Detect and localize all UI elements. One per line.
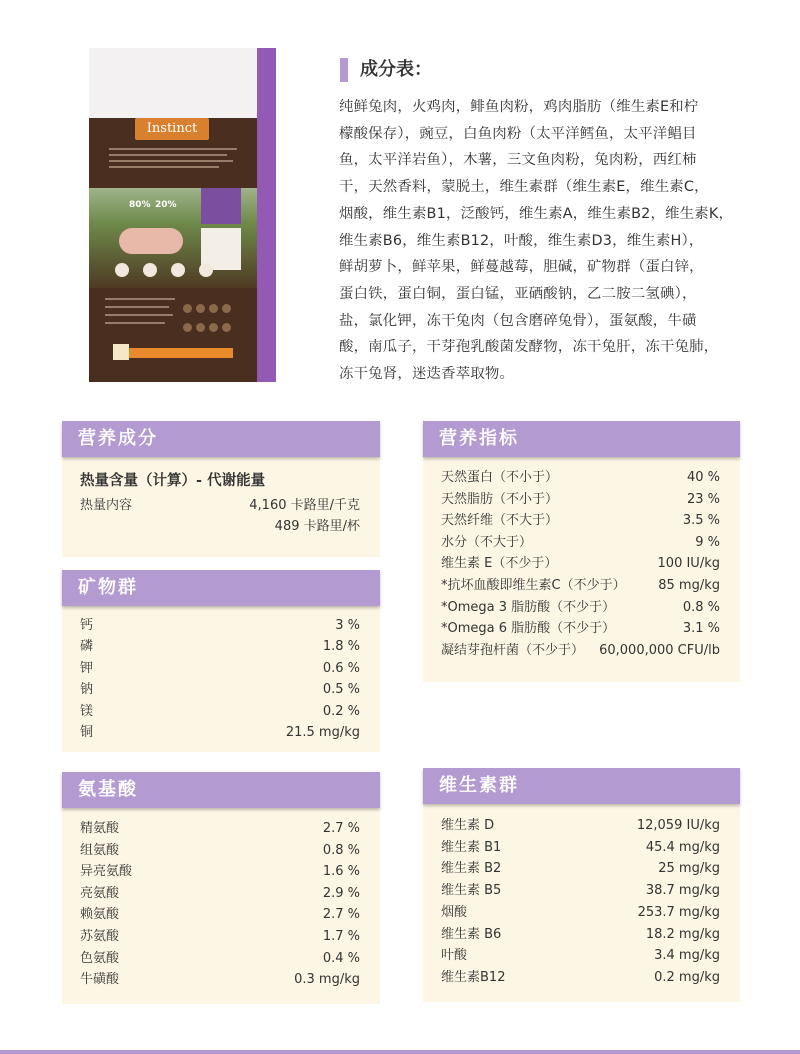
table-row — [423, 467, 740, 489]
row-value: 1.8 % — [322, 639, 360, 655]
ingredients-line: 鲜胡萝卜，鲜苹果，鲜蔓越莓，胆碱，矿物群（蛋白锌， — [339, 259, 704, 276]
table-row — [423, 553, 740, 575]
row-label: 赖氨酸 — [80, 907, 120, 923]
bottom-divider — [0, 1050, 800, 1054]
row-label: 牛磺酸 — [80, 972, 120, 988]
table-row — [423, 618, 740, 640]
row-label: 维生素 D — [441, 818, 495, 833]
row-value: 38.7 mg/kg — [645, 883, 720, 899]
table-row — [423, 575, 740, 597]
table-row — [62, 883, 380, 905]
row-value: 0.2 % — [322, 703, 360, 719]
row-value: 0.8 % — [682, 599, 720, 615]
product-package-image — [89, 48, 276, 382]
package-percent-a: 80% — [129, 200, 151, 210]
row-label: 维生素 B6 — [441, 926, 502, 942]
row-label: 钾 — [80, 660, 94, 676]
table-row — [62, 840, 380, 862]
table-row — [62, 722, 380, 744]
table-row — [62, 926, 380, 948]
row-value: 21.5 mg/kg — [285, 725, 360, 740]
package-side-stripe — [257, 48, 276, 382]
row-value: 2.7 % — [322, 907, 360, 923]
row-label: 天然蛋白（不小于） — [441, 470, 559, 485]
table-row — [62, 818, 380, 840]
row-value: 0.2 mg/kg — [654, 969, 720, 985]
row-label: 异亮氨酸 — [80, 864, 133, 880]
package-kibble-photo — [181, 300, 241, 328]
row-value: 0.5 % — [322, 682, 360, 698]
amino-header: 氨基酸 — [62, 772, 380, 808]
ingredients-line: 蛋白铁，蛋白铜，蛋白锰，亚硒酸钠，乙二胺二氢碘）， — [339, 285, 697, 302]
ingredients-line: 鱼，太平洋岩鱼），木薯，三文鱼肉粉，兔肉粉，西红柿 — [339, 152, 697, 169]
row-value: 60,000,000 CFU/lb — [599, 642, 720, 658]
row-label: 水分（不大于） — [441, 534, 533, 550]
table-row — [423, 640, 740, 662]
ingredients-line: 盐，氯化钾，冻干兔肉（包含磨碎兔骨），蛋氨酸，牛磺 — [339, 312, 697, 329]
package-info-card — [201, 188, 241, 224]
package-text-line — [109, 154, 227, 156]
row-label: 维生素 E（不少于） — [441, 556, 558, 572]
row-label: 磷 — [80, 639, 94, 655]
package-badge — [113, 344, 129, 360]
row-label: 色氨酸 — [80, 950, 120, 966]
row-value: 1.6 % — [322, 864, 360, 880]
nutrition-row — [62, 495, 380, 517]
minerals-panel — [62, 570, 380, 752]
package-food-photo — [119, 228, 183, 254]
row-value: 3.5 % — [682, 513, 720, 529]
ingredients-text — [339, 94, 735, 388]
amino-panel — [62, 772, 380, 1004]
row-value: 100 IU/kg — [657, 556, 720, 572]
indicators-header: 营养指标 — [423, 421, 740, 457]
table-row — [423, 597, 740, 619]
row-value: 2.9 % — [322, 885, 360, 901]
ingredients-line: 干，天然香料，蒙脱土，维生素群（维生素E，维生素C， — [339, 179, 709, 196]
row-value: 12,059 IU/kg — [636, 818, 720, 833]
row-value: 45.4 mg/kg — [645, 839, 720, 855]
row-label: 镁 — [80, 703, 94, 719]
ingredients-line: 檬酸保存），豌豆，白鱼肉粉（太平洋鳕鱼，太平洋鲳目 — [339, 125, 697, 142]
row-value: 253.7 mg/kg — [637, 904, 720, 920]
nutrition-panel — [62, 421, 380, 557]
table-row — [62, 636, 380, 658]
brand-logo: Instinct — [135, 118, 209, 140]
nutrition-value: 489 卡路里/杯 — [274, 519, 360, 534]
package-text-line — [109, 148, 237, 150]
row-value: 1.7 % — [322, 929, 360, 944]
row-label: *抗坏血酸即维生素C（不少于） — [441, 578, 626, 593]
nutrition-row — [62, 516, 380, 538]
ingredients-line: 冻干兔肾，迷迭香萃取物。 — [339, 366, 515, 383]
row-value: 18.2 mg/kg — [645, 926, 720, 942]
row-label: 叶酸 — [441, 948, 468, 964]
row-value: 0.6 % — [322, 660, 360, 676]
table-row — [423, 902, 740, 924]
table-row — [423, 489, 740, 511]
ingredients-line: 酸，南瓜子，干芽孢乳酸菌发酵物，冻干兔肝，冻干兔肺， — [339, 339, 719, 356]
vitamins-panel — [423, 768, 740, 1002]
nutrition-header: 营养成分 — [62, 421, 380, 457]
row-label: 钙 — [80, 618, 94, 633]
table-row — [423, 815, 740, 837]
vitamins-header: 维生素群 — [423, 768, 740, 804]
table-row — [423, 837, 740, 859]
table-row — [62, 904, 380, 926]
row-label: 天然纤维（不大于） — [441, 513, 559, 529]
table-row — [423, 858, 740, 880]
row-label: *Omega 3 脂肪酸（不少于） — [441, 599, 616, 615]
row-value: 9 % — [695, 534, 720, 550]
row-label: 烟酸 — [441, 904, 468, 920]
row-value: 85 mg/kg — [658, 578, 720, 593]
table-row — [423, 510, 740, 532]
row-value: 0.3 mg/kg — [294, 972, 360, 988]
nutrition-label: 热量内容 — [80, 498, 133, 513]
row-label: 凝结芽孢杆菌（不少于） — [441, 642, 585, 658]
package-text-line — [109, 166, 219, 168]
minerals-header: 矿物群 — [62, 570, 380, 606]
row-label: 精氨酸 — [80, 821, 120, 836]
row-label: 亮氨酸 — [80, 885, 120, 901]
table-row — [423, 880, 740, 902]
row-label: 苏氨酸 — [80, 929, 120, 944]
table-row — [62, 679, 380, 701]
package-feature-icons — [115, 262, 235, 276]
row-value: 2.7 % — [322, 821, 360, 836]
table-row — [62, 658, 380, 680]
row-label: *Omega 6 脂肪酸（不少于） — [441, 621, 616, 637]
table-row — [62, 701, 380, 723]
row-value: 40 % — [686, 470, 720, 485]
nutrition-value: 4,160 卡路里/千克 — [249, 498, 360, 513]
package-percent-b: 20% — [155, 200, 177, 210]
package-text-line — [109, 160, 233, 162]
ingredients-line: 烟酸，维生素B1，泛酸钙，维生素A，维生素B2，维生素K， — [339, 205, 734, 222]
row-label: 天然脂肪（不小于） — [441, 491, 559, 507]
table-row — [423, 532, 740, 554]
row-value: 0.8 % — [322, 842, 360, 858]
table-row — [62, 861, 380, 883]
table-row — [62, 948, 380, 970]
table-row — [423, 924, 740, 946]
table-row — [62, 615, 380, 637]
row-label: 维生素 B1 — [441, 839, 502, 855]
row-label: 组氨酸 — [80, 842, 120, 858]
row-label: 铜 — [80, 725, 94, 740]
heading-accent-bar — [340, 58, 348, 82]
row-value: 3 % — [335, 618, 360, 633]
package-orange-band — [115, 348, 233, 358]
ingredients-line: 维生素B6，维生素B12，叶酸，维生素D3，维生素H）， — [339, 232, 704, 249]
table-row — [423, 945, 740, 967]
row-label: 维生素 B2 — [441, 861, 502, 877]
indicators-panel — [423, 421, 740, 682]
ingredients-title: 成分表： — [360, 59, 432, 80]
row-value: 3.4 mg/kg — [654, 948, 720, 964]
package-top-area — [89, 48, 257, 118]
ingredients-line: 纯鲜兔肉，火鸡肉，鲱鱼肉粉，鸡肉脂肪（维生素E和柠 — [339, 99, 699, 115]
row-value: 0.4 % — [322, 950, 360, 966]
row-value: 23 % — [686, 491, 720, 507]
row-value: 3.1 % — [682, 621, 720, 637]
nutrition-subtitle: 热量含量（计算）- 代谢能量 — [80, 473, 266, 489]
table-row — [423, 967, 740, 989]
row-label: 维生素 B5 — [441, 883, 502, 899]
table-row — [62, 969, 380, 991]
row-label: 钠 — [80, 682, 94, 698]
row-value: 25 mg/kg — [658, 861, 720, 877]
row-label: 维生素B12 — [441, 969, 506, 985]
